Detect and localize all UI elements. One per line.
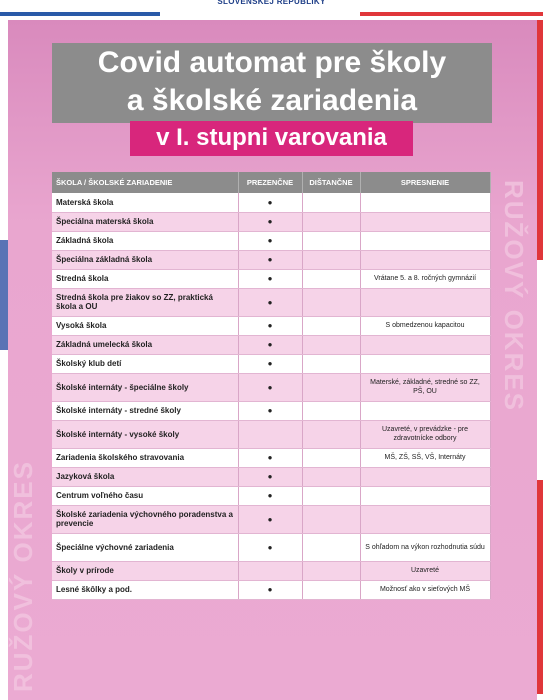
note-cell: Uzavreté, v prevádzke - pre zdravotnícke odbory <box>360 420 490 448</box>
school-name-cell: Základná umelecká škola <box>52 335 238 354</box>
table-row <box>52 354 490 373</box>
distancne-cell <box>302 193 360 212</box>
table-row <box>52 288 490 316</box>
col-header-school: ŠKOLA / ŠKOLSKÉ ZARIADENIE <box>52 172 238 193</box>
schools-table <box>52 172 491 600</box>
distancne-cell <box>302 448 360 467</box>
note-cell <box>360 354 490 373</box>
table-row <box>52 533 490 561</box>
table-row <box>52 401 490 420</box>
note-cell: MŠ, ZŠ, SŠ, VŠ, Internáty <box>360 448 490 467</box>
note-cell: Uzavreté <box>360 561 490 580</box>
prezencne-cell: ● <box>238 231 302 250</box>
prezencne-cell: ● <box>238 580 302 599</box>
school-name-cell: Špeciálna materská škola <box>52 212 238 231</box>
distancne-cell <box>302 335 360 354</box>
prezencne-cell <box>238 420 302 448</box>
distancne-cell <box>302 250 360 269</box>
ministry-label: SLOVENSKEJ REPUBLIKY <box>217 0 326 6</box>
distancne-cell <box>302 288 360 316</box>
note-cell <box>360 212 490 231</box>
prezencne-cell: ● <box>238 354 302 373</box>
prezencne-cell: ● <box>238 533 302 561</box>
table-header-row <box>52 172 490 193</box>
table-row <box>52 269 490 288</box>
table-row <box>52 505 490 533</box>
note-cell: S ohľadom na výkon rozhodnutia súdu <box>360 533 490 561</box>
page-title-line1: Covid automat pre školy <box>97 46 447 79</box>
note-cell <box>360 193 490 212</box>
table-row <box>52 335 490 354</box>
distancne-cell <box>302 505 360 533</box>
distancne-cell <box>302 420 360 448</box>
note-cell: Materské, základné, stredné so ZZ, PŠ, OU <box>360 373 490 401</box>
distancne-cell <box>302 354 360 373</box>
school-name-cell: Školské zariadenia výchovného poradenstva a prevencie <box>52 505 238 533</box>
table-body <box>52 193 490 599</box>
col-header-distancne: DIŠTANČNE <box>302 172 360 193</box>
note-cell <box>360 505 490 533</box>
prezencne-cell: ● <box>238 448 302 467</box>
distancne-cell <box>302 231 360 250</box>
distancne-cell <box>302 561 360 580</box>
page-title-line2: a školské zariadenia <box>126 84 418 117</box>
distancne-cell <box>302 467 360 486</box>
top-red-stripe <box>360 12 543 16</box>
note-cell <box>360 250 490 269</box>
prezencne-cell: ● <box>238 250 302 269</box>
school-name-cell: Špeciálna základná škola <box>52 250 238 269</box>
prezencne-cell: ● <box>238 486 302 505</box>
note-cell: Možnosť ako v sieťových MŠ <box>360 580 490 599</box>
prezencne-cell <box>238 561 302 580</box>
table-row <box>52 212 490 231</box>
note-cell <box>360 231 490 250</box>
note-cell <box>360 288 490 316</box>
right-red-stripe <box>537 20 543 260</box>
school-name-cell: Stredná škola pre žiakov so ZZ, praktická škola a OU <box>52 288 238 316</box>
note-cell: S obmedzenou kapacitou <box>360 316 490 335</box>
note-cell <box>360 486 490 505</box>
prezencne-cell: ● <box>238 467 302 486</box>
table-row <box>52 580 490 599</box>
page-subtitle: v I. stupni varovania <box>156 124 387 151</box>
table-row <box>52 231 490 250</box>
school-name-cell: Školské internáty - špeciálne školy <box>52 373 238 401</box>
distancne-cell <box>302 401 360 420</box>
table-row <box>52 420 490 448</box>
school-name-cell: Zariadenia školského stravovania <box>52 448 238 467</box>
note-cell <box>360 401 490 420</box>
prezencne-cell: ● <box>238 505 302 533</box>
note-cell: Vrátane 5. a 8. ročných gymnázií <box>360 269 490 288</box>
table-row <box>52 486 490 505</box>
school-name-cell: Jazyková škola <box>52 467 238 486</box>
table-row <box>52 193 490 212</box>
distancne-cell <box>302 316 360 335</box>
school-name-cell: Materská škola <box>52 193 238 212</box>
distancne-cell <box>302 533 360 561</box>
col-header-prezencne: PREZENČNE <box>238 172 302 193</box>
left-blue-stripe <box>0 240 8 350</box>
watermark-right: RUŽOVÝ OKRES <box>499 180 529 413</box>
watermark-left: RUŽOVÝ OKRES <box>8 460 38 693</box>
prezencne-cell: ● <box>238 212 302 231</box>
school-name-cell: Centrum voľného času <box>52 486 238 505</box>
note-cell <box>360 467 490 486</box>
prezencne-cell: ● <box>238 373 302 401</box>
table-row <box>52 467 490 486</box>
table-row <box>52 448 490 467</box>
prezencne-cell: ● <box>238 335 302 354</box>
school-name-cell: Školské internáty - vysoké školy <box>52 420 238 448</box>
prezencne-cell: ● <box>238 193 302 212</box>
school-name-cell: Lesné škôlky a pod. <box>52 580 238 599</box>
distancne-cell <box>302 373 360 401</box>
prezencne-cell: ● <box>238 288 302 316</box>
distancne-cell <box>302 212 360 231</box>
table-row <box>52 250 490 269</box>
school-name-cell: Školy v prírode <box>52 561 238 580</box>
distancne-cell <box>302 269 360 288</box>
right-red-stripe-lower <box>537 480 543 694</box>
school-name-cell: Školské internáty - stredné školy <box>52 401 238 420</box>
table-row <box>52 316 490 335</box>
col-header-spresnenie: SPRESNENIE <box>360 172 490 193</box>
distancne-cell <box>302 580 360 599</box>
table-row <box>52 561 490 580</box>
prezencne-cell: ● <box>238 401 302 420</box>
note-cell <box>360 335 490 354</box>
top-blue-stripe <box>0 12 160 16</box>
table-row <box>52 373 490 401</box>
distancne-cell <box>302 486 360 505</box>
school-name-cell: Základná škola <box>52 231 238 250</box>
school-name-cell: Špeciálne výchovné zariadenia <box>52 533 238 561</box>
school-name-cell: Školský klub detí <box>52 354 238 373</box>
prezencne-cell: ● <box>238 316 302 335</box>
school-name-cell: Stredná škola <box>52 269 238 288</box>
school-name-cell: Vysoká škola <box>52 316 238 335</box>
prezencne-cell: ● <box>238 269 302 288</box>
